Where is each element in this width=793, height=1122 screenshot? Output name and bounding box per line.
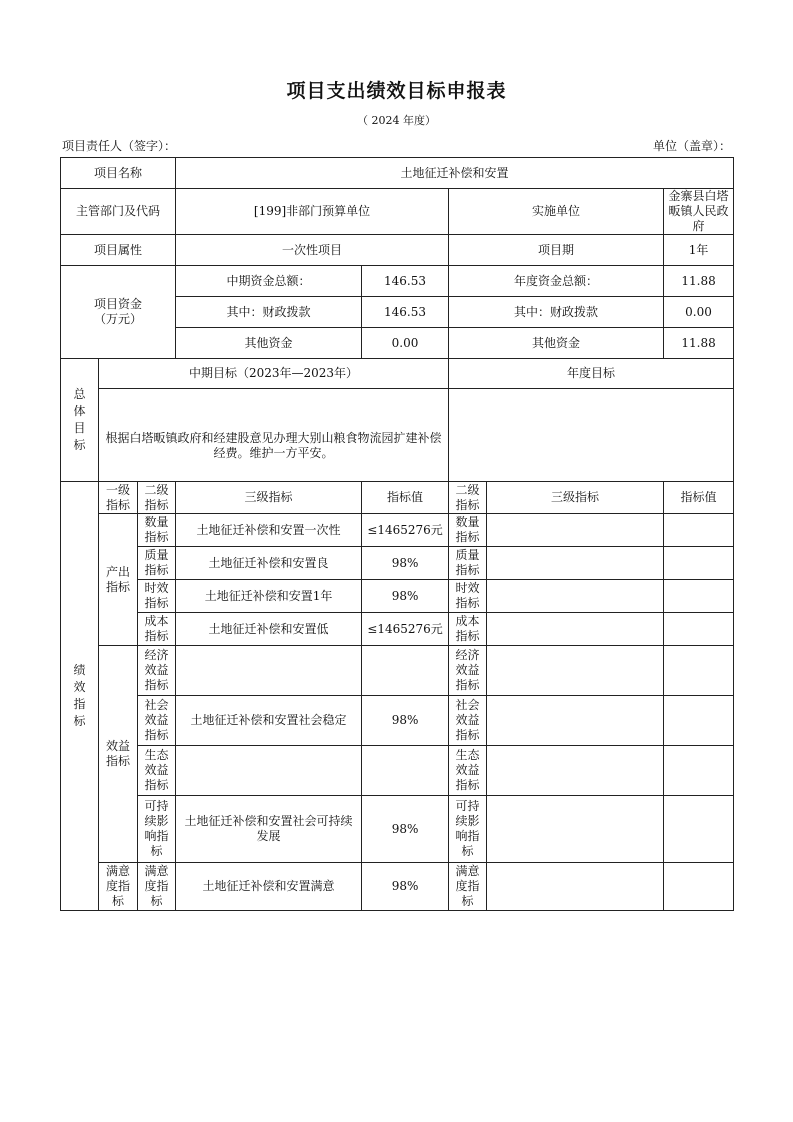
overall-goal-label-text: 总体目标 (73, 387, 86, 452)
row-l2: 满意度指标 (138, 863, 176, 911)
project-period-value: 1年 (664, 235, 734, 266)
row-value (362, 746, 449, 796)
row-l3 (176, 646, 362, 696)
row-l2-b: 社会效益指标 (449, 696, 487, 746)
row-l2-b: 满意度指标 (449, 863, 487, 911)
row-value-b (664, 514, 734, 547)
row-l3-b (487, 863, 664, 911)
year-other-value: 11.88 (664, 328, 734, 359)
row-l2: 社会效益指标 (138, 696, 176, 746)
dept-value: [199]非部门预算单位 (176, 189, 449, 235)
header-level3-b: 三级指标 (487, 482, 664, 514)
row-value-b (664, 746, 734, 796)
year-goal-text (449, 389, 734, 482)
row-l2-b: 质量指标 (449, 547, 487, 580)
funds-label (61, 266, 176, 359)
indicators-label (61, 482, 99, 911)
impl-unit-value: 金寨县白塔畈镇人民政府 (664, 189, 734, 235)
mid-total-value: 146.53 (362, 266, 449, 297)
row-l3: 土地征迁补偿和安置社会稳定 (176, 696, 362, 746)
project-attr-label: 项目属性 (61, 235, 176, 266)
header-value-b: 指标值 (664, 482, 734, 514)
project-name-label: 项目名称 (61, 158, 176, 189)
row-value: 98% (362, 580, 449, 613)
row-value: 98% (362, 547, 449, 580)
row-l2: 可持续影响指标 (138, 796, 176, 863)
row-l3-b (487, 796, 664, 863)
row-value: 98% (362, 696, 449, 746)
mid-fiscal-label: 其中：财政拨款 (176, 297, 362, 328)
row-l2: 数量指标 (138, 514, 176, 547)
group-output: 产出指标 (99, 514, 138, 646)
year-goal-header: 年度目标 (449, 359, 734, 389)
header-level2: 二级指标 (138, 482, 176, 514)
signer-label: 项目责任人（签字）： (62, 139, 177, 153)
row-l3: 土地征迁补偿和安置良 (176, 547, 362, 580)
row-l2: 经济效益指标 (138, 646, 176, 696)
indicators-label-text: 绩效指标 (73, 663, 86, 728)
row-l3-b (487, 580, 664, 613)
impl-unit-label: 实施单位 (449, 189, 664, 235)
group-satisfaction: 满意度指标 (99, 863, 138, 911)
row-value-b (664, 613, 734, 646)
row-value-b (664, 696, 734, 746)
row-l3: 土地征迁补偿和安置低 (176, 613, 362, 646)
row-l2-b: 成本指标 (449, 613, 487, 646)
row-value: 98% (362, 863, 449, 911)
mid-goal-text: 根据白塔畈镇政府和经建股意见办理大别山粮食物流园扩建补偿经费。维护一方平安。 (99, 389, 449, 482)
row-value: ≤1465276元 (362, 514, 449, 547)
header-level2-b: 二级指标 (449, 482, 487, 514)
header-value: 指标值 (362, 482, 449, 514)
header-level1: 一级指标 (99, 482, 138, 514)
row-value-b (664, 547, 734, 580)
row-value-b (664, 796, 734, 863)
year-fiscal-label: 其中：财政拨款 (449, 297, 664, 328)
project-attr-value: 一次性项目 (176, 235, 449, 266)
row-value-b (664, 646, 734, 696)
page-title: 项目支出绩效目标申报表 (286, 80, 507, 102)
year-line: （ 2024 年度） (357, 114, 436, 127)
row-l2: 生态效益指标 (138, 746, 176, 796)
row-value: ≤1465276元 (362, 613, 449, 646)
mid-total-label: 中期资金总额： (176, 266, 362, 297)
row-l3-b (487, 547, 664, 580)
row-l2-b: 生态效益指标 (449, 746, 487, 796)
row-l3-b (487, 696, 664, 746)
row-l3: 土地征迁补偿和安置社会可持续发展 (176, 796, 362, 863)
row-l3 (176, 746, 362, 796)
row-l2-b: 可持续影响指标 (449, 796, 487, 863)
year-other-label: 其他资金 (449, 328, 664, 359)
header-level3: 三级指标 (176, 482, 362, 514)
row-l2-b: 经济效益指标 (449, 646, 487, 696)
row-l3-b (487, 646, 664, 696)
row-l2: 时效指标 (138, 580, 176, 613)
row-l3-b (487, 514, 664, 547)
row-l3: 土地征迁补偿和安置满意 (176, 863, 362, 911)
mid-fiscal-value: 146.53 (362, 297, 449, 328)
project-period-label: 项目期 (449, 235, 664, 266)
year-total-label: 年度资金总额： (449, 266, 664, 297)
mid-goal-header: 中期目标（2023年—2023年） (99, 359, 449, 389)
mid-other-label: 其他资金 (176, 328, 362, 359)
row-value: 98% (362, 796, 449, 863)
row-l3: 土地征迁补偿和安置1年 (176, 580, 362, 613)
row-l2-b: 数量指标 (449, 514, 487, 547)
row-l2-b: 时效指标 (449, 580, 487, 613)
dept-label: 主管部门及代码 (61, 189, 176, 235)
mid-other-value: 0.00 (362, 328, 449, 359)
year-total-value: 11.88 (664, 266, 734, 297)
year-fiscal-value: 0.00 (664, 297, 734, 328)
project-name-value: 土地征迁补偿和安置 (176, 158, 734, 189)
unit-label: 单位（盖章）： (652, 139, 731, 153)
row-l3-b (487, 613, 664, 646)
row-value-b (664, 863, 734, 911)
performance-goal-table (60, 157, 734, 911)
group-effect: 效益指标 (99, 646, 138, 863)
row-l2: 成本指标 (138, 613, 176, 646)
row-value (362, 646, 449, 696)
overall-goal-label (61, 359, 99, 482)
row-value-b (664, 580, 734, 613)
row-l3: 土地征迁补偿和安置一次性 (176, 514, 362, 547)
row-l3-b (487, 746, 664, 796)
funds-label-text: 项目资金（万元） (94, 297, 143, 326)
row-l2: 质量指标 (138, 547, 176, 580)
